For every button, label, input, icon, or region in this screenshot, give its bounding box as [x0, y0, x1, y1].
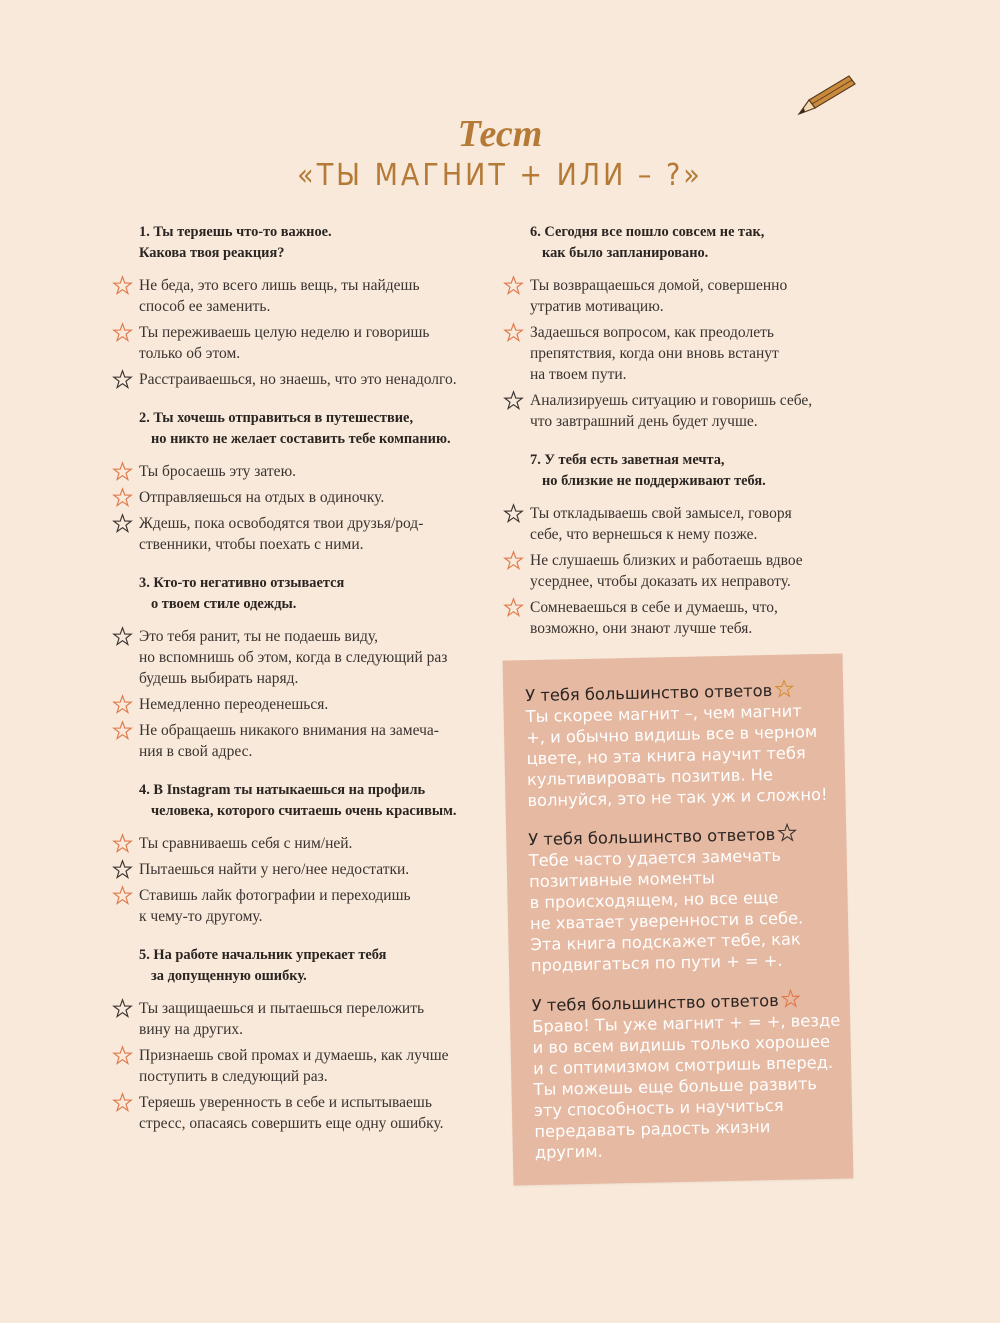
question-heading: [503, 222, 853, 263]
result-line: волнуйся, это не так уж и сложно!: [527, 784, 828, 811]
star-icon: [112, 833, 133, 854]
result-line: Ты скорее магнит –, чем магнит: [525, 701, 802, 727]
answer-line: Задаешься вопросом, как преодолеть: [530, 324, 774, 341]
questions-right-column: [503, 222, 853, 657]
result-line: Ты можешь еще больше развить: [533, 1074, 818, 1100]
question-heading: [112, 780, 507, 821]
answer-line: Теряешь уверенность в себе и испытываешь: [139, 1094, 432, 1111]
answer-line: Ты откладываешь свой замысел, говоря: [530, 505, 792, 522]
result-line: передавать радость жизни: [534, 1117, 771, 1142]
answer-line: Признаешь свой промах и думаешь, как лучше: [139, 1047, 449, 1064]
question-line: человека, которого считаешь очень красивым.: [151, 802, 457, 819]
answer-line: усерднее, чтобы доказать их неправоту.: [530, 573, 791, 590]
star-icon: [112, 694, 133, 715]
answer-line: к чему-то другому.: [139, 908, 263, 925]
answer-option: [503, 503, 853, 545]
answer-option: [112, 694, 507, 715]
question-line: 2. Ты хочешь отправиться в путешествие,: [139, 410, 414, 426]
question-line: 5. На работе начальник упрекает тебя: [139, 947, 387, 963]
star-icon: [503, 503, 524, 524]
star-icon: [503, 550, 524, 571]
star-icon: [112, 885, 133, 906]
questions-left-column: [112, 222, 507, 1152]
answer-option: [112, 833, 507, 854]
answer-option: [112, 859, 507, 880]
result-line: и во всем видишь только хорошее: [532, 1031, 831, 1058]
star-icon: [112, 859, 133, 880]
question-block-5: [112, 945, 507, 1134]
answer-line: только об этом.: [139, 345, 241, 362]
star-icon: [112, 720, 133, 741]
answer-line: ственники, чтобы поехать с ними.: [139, 536, 364, 553]
result-line: Эта книга подскажет тебе, как: [530, 929, 801, 955]
answer-option: [503, 597, 853, 639]
result-heading-text: У тебя большинство ответов: [531, 990, 779, 1016]
answer-line: Сомневаешься в себе и думаешь, что,: [530, 599, 778, 616]
result-line: +, и обычно видишь все в черном: [525, 722, 818, 748]
result-block-1: [525, 678, 838, 811]
answer-option: [112, 720, 507, 762]
answer-option: [503, 275, 853, 317]
answer-line: Ставишь лайк фотографии и переходишь: [139, 887, 411, 904]
answer-line: ния в свой адрес.: [139, 743, 253, 760]
answer-line: поступить в следующий раз.: [139, 1068, 328, 1085]
star-icon: [112, 275, 133, 296]
star-icon: [503, 390, 524, 411]
page-title: Тест: [457, 113, 543, 155]
answer-line: стресс, опасаясь совершить еще одну ошибку.: [139, 1115, 444, 1132]
result-line: в происходящем, но все еще: [529, 887, 779, 913]
star-icon: [112, 998, 133, 1019]
star-icon: [774, 679, 794, 699]
answer-line: будешь выбирать наряд.: [139, 670, 299, 687]
answer-line: возможно, они знают лучше тебя.: [530, 620, 753, 637]
answer-line: Ты бросаешь эту затею.: [139, 463, 297, 480]
result-block-3: [532, 988, 845, 1163]
question-heading: [112, 573, 507, 614]
answer-line: на твоем пути.: [530, 366, 627, 383]
question-line: 7. У тебя есть заветная мечта,: [530, 452, 725, 468]
question-line: но никто не желает составить тебе компанию.: [151, 430, 451, 447]
answer-line: Это тебя ранит, ты не подаешь виду,: [139, 628, 378, 645]
answer-option: [112, 369, 507, 390]
star-icon: [780, 988, 800, 1008]
star-icon: [503, 322, 524, 343]
result-line: Тебе часто удается замечать: [528, 845, 782, 871]
result-block-2: [528, 822, 841, 976]
answer-option: [112, 998, 507, 1040]
answer-line: утратив мотивацию.: [530, 298, 664, 315]
star-icon: [112, 1045, 133, 1066]
question-block-3: [112, 573, 507, 762]
question-line: 6. Сегодня все пошло совсем не так,: [530, 224, 765, 240]
star-icon: [112, 513, 133, 534]
answer-line: что завтрашний день будет лучше.: [530, 413, 758, 430]
answer-line: Ты переживаешь целую неделю и говоришь: [139, 324, 430, 341]
result-line: продвигаться по пути + = +.: [530, 950, 783, 976]
answer-option: [112, 626, 507, 689]
result-line: цвете, но эта книга научит тебя: [526, 743, 806, 769]
answer-line: Отправляешься на отдых в одиночку.: [139, 489, 385, 506]
answer-option: [503, 550, 853, 592]
answer-option: [112, 885, 507, 927]
star-icon: [112, 487, 133, 508]
star-icon: [112, 626, 133, 647]
answer-option: [112, 1045, 507, 1087]
answer-option: [112, 461, 507, 482]
answer-option: [112, 322, 507, 364]
question-heading: [112, 945, 507, 986]
result-heading-text: У тебя большинство ответов: [528, 824, 776, 850]
answer-line: себе, что вернешься к нему позже.: [530, 526, 758, 543]
result-line: культивировать позитив. Не: [526, 764, 774, 790]
answer-line: Немедленно переоденешься.: [139, 696, 329, 713]
question-heading: [112, 408, 507, 449]
question-heading: [503, 450, 853, 491]
star-icon: [503, 275, 524, 296]
result-line: позитивные моменты: [528, 868, 716, 892]
question-line: но близкие не поддерживают тебя.: [542, 472, 766, 489]
question-block-6: [503, 222, 853, 432]
answer-line: но вспомнишь об этом, когда в следующий раз: [139, 649, 448, 666]
answer-line: Расстраиваешься, но знаешь, что это ненадолго.: [139, 371, 457, 388]
answer-option: [112, 1092, 507, 1134]
answer-line: Ждешь, пока освободятся твои друзья/род-: [139, 515, 424, 532]
question-line: 3. Кто-то негативно отзывается: [139, 575, 345, 591]
question-block-4: [112, 780, 507, 927]
answer-option: [503, 390, 853, 432]
star-icon: [112, 1092, 133, 1113]
question-block-1: [112, 222, 507, 390]
answer-line: Анализируешь ситуацию и говоришь себе,: [530, 392, 813, 409]
result-heading-text: У тебя большинство ответов: [525, 680, 773, 706]
result-line: не хватает уверенности в себе.: [529, 908, 804, 934]
answer-line: Ты сравниваешь себя с ним/ней.: [139, 835, 353, 852]
question-line: Какова твоя реакция?: [139, 244, 285, 261]
test-subtitle: «ТЫ МАГНИТ + ИЛИ – ?»: [297, 158, 703, 193]
answer-line: Не слушаешь близких и работаешь вдвое: [530, 552, 803, 569]
result-line: другим.: [534, 1141, 603, 1163]
results-panel: [503, 653, 854, 1185]
star-icon: [112, 461, 133, 482]
question-line: 1. Ты теряешь что-то важное.: [139, 224, 332, 240]
question-line: как было запланировано.: [542, 244, 709, 261]
answer-line: способ ее заменить.: [139, 298, 271, 315]
star-icon: [777, 822, 797, 842]
question-line: о твоем стиле одежды.: [151, 595, 297, 612]
result-line: и с оптимизмом смотришь вперед.: [532, 1052, 834, 1079]
result-line: Браво! Ты уже магнит + = +, везде: [532, 1010, 841, 1037]
star-icon: [112, 322, 133, 343]
answer-option: [112, 275, 507, 317]
question-line: 4. В Instagram ты натыкаешься на профиль: [139, 782, 426, 798]
answer-line: Пытаешься найти у него/нее недостатки.: [139, 861, 410, 878]
star-icon: [503, 597, 524, 618]
result-line: эту способность и научиться: [533, 1095, 784, 1121]
answer-line: Ты защищаешься и пытаешься переложить: [139, 1000, 425, 1017]
answer-option: [112, 513, 507, 555]
answer-line: Не беда, это всего лишь вещь, ты найдешь: [139, 277, 420, 294]
question-heading: [112, 222, 507, 263]
star-icon: [112, 369, 133, 390]
answer-line: вину на других.: [139, 1021, 244, 1038]
answer-line: препятствия, когда они вновь встанут: [530, 345, 779, 362]
answer-line: Не обращаешь никакого внимания на замеча-: [139, 722, 439, 739]
question-block-7: [503, 450, 853, 639]
question-line: за допущенную ошибку.: [151, 967, 307, 984]
answer-option: [112, 487, 507, 508]
answer-option: [503, 322, 853, 385]
answer-line: Ты возвращаешься домой, совершенно: [530, 277, 788, 294]
question-block-2: [112, 408, 507, 555]
